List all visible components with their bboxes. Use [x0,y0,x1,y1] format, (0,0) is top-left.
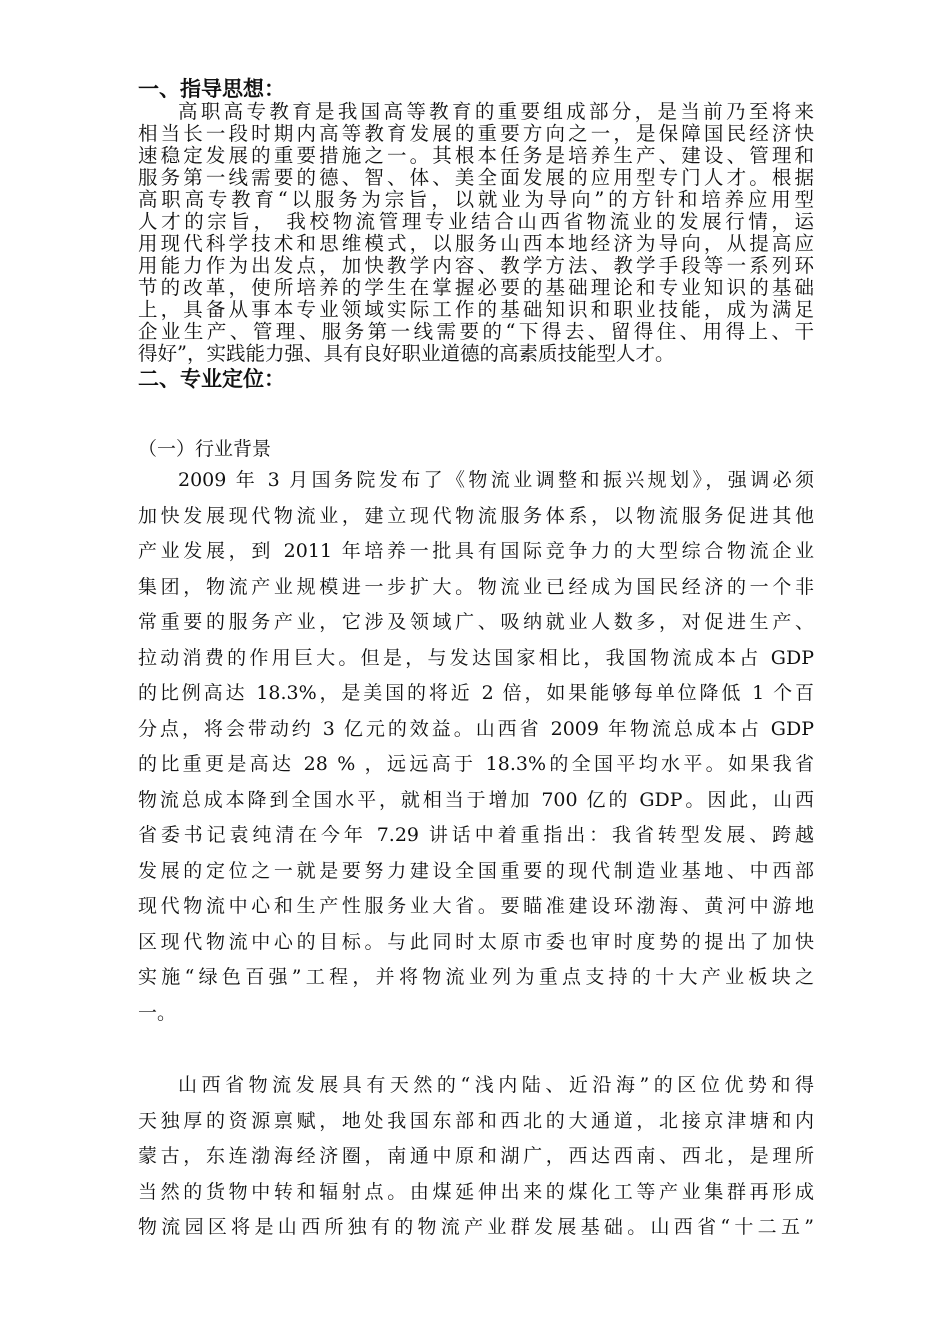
paragraph-line: 速稳定发展的重要措施之一。其根本任务是培养生产、建设、管理和 [138,144,814,167]
section-heading-guiding-ideology: 一、指导思想： [138,77,285,101]
paragraph-line: 发展的定位之一就是要努力建设全国重要的现代制造业基地、中西部 [138,859,814,882]
paragraph-line: 高职高专教育是我国高等教育的重要组成部分，是当前乃至将来 [178,100,814,123]
paragraph-line: 服务第一线需要的德、智、体、美全面发展的应用型专门人才。根据 [138,166,814,189]
paragraph-line: 的比例高达 18.3%，是美国的将近 2 倍，如果能够每单位降低 1 个百 [138,682,814,704]
paragraph-line: 当然的货物中转和辐射点。由煤延伸出来的煤化工等产业集群再形成 [138,1180,814,1203]
paragraph-line: 集团，物流产业规模进一步扩大。物流业已经成为国民经济的一个非 [138,575,814,598]
paragraph-line: 相当长一段时期内高等教育发展的重要方向之一，是保障国民经济快 [138,122,814,145]
paragraph-line: 现代物流中心和生产性服务业大省。要瞄准建设环渤海、黄河中游地 [138,895,814,917]
paragraph-line: 人才的宗旨， 我校物流管理专业结合山西省物流业的发展行情，运 [138,210,814,233]
paragraph-line: 天独厚的资源禀赋，地处我国东部和西北的大通道，北接京津塘和内 [138,1109,814,1132]
paragraph-line: 常重要的服务产业，它涉及领域广、吸纳就业人数多，对促进生产、 [138,611,814,633]
paragraph-line: 山西省物流发展具有天然的“浅内陆、近沿海”的区位优势和得 [178,1074,814,1096]
industry-background-paragraph-2 [138,1068,814,1246]
paragraph-line: 物流园区将是山西所独有的物流产业群发展基础。山西省“十二五” [138,1216,814,1238]
paragraph-line: 实施“绿色百强”工程，并将物流业列为重点支持的十大产业板块之 [138,966,814,988]
paragraph-line: 区现代物流中心的目标。与此同时太原市委也审时度势的提出了加快 [138,930,814,953]
paragraph-line: 分点，将会带动约 3 亿元的效益。山西省 2009 年物流总成本占 GDP [138,717,814,740]
paragraph-line: 用能力作为出发点，加快教学内容、教学方法、教学手段等一系列环 [138,254,814,277]
guiding-ideology-paragraph [138,101,814,365]
paragraph-line: 一。 [138,1001,177,1024]
paragraph-line: 上，具备从事本专业领域实际工作的基础知识和职业技能，成为满足 [138,298,814,321]
industry-background-paragraph-1 [138,463,814,1031]
paragraph-line: 高职高专教育“以服务为宗旨，以就业为导向”的方针和培养应用型 [138,188,814,211]
paragraph-line: 加快发展现代物流业，建立现代物流服务体系，以物流服务促进其他 [138,504,814,527]
paragraph-line: 蒙古，东连渤海经济圈，南通中原和湖广，西达西南、西北，是理所 [138,1145,814,1167]
paragraph-line: 的比重更是高达 28 % ，远远高于 18.3%的全国平均水平。如果我省 [138,753,814,775]
section-heading-professional-positioning: 二、专业定位： [138,367,285,391]
paragraph-line: 物流总成本降到全国水平，就相当于增加 700 亿的 GDP。因此，山西 [138,788,814,811]
paragraph-line: 得好”，实践能力强、具有良好职业道德的高素质技能型人才。 [138,342,675,365]
paragraph-line: 产业发展，到 2011 年培养一批具有国际竞争力的大型综合物流企业 [138,540,814,562]
paragraph-line: 用现代科学技术和思维模式，以服务山西本地经济为导向，从提高应 [138,232,814,255]
paragraph-line: 拉动消费的作用巨大。但是，与发达国家相比，我国物流成本占 GDP [138,646,814,669]
paragraph-line: 节的改革，使所培养的学生在掌握必要的基础理论和专业知识的基础 [138,276,814,299]
paragraph-line: 2009 年 3 月国务院发布了《物流业调整和振兴规划》，强调必须 [178,469,814,491]
subheading-industry-background: （一）行业背景 [138,438,272,460]
paragraph-line: 省委书记袁纯清在今年 7.29 讲话中着重指出：我省转型发展、跨越 [138,824,814,846]
paragraph-line: 企业生产、管理、服务第一线需要的“下得去、留得住、用得上、干 [138,320,814,343]
